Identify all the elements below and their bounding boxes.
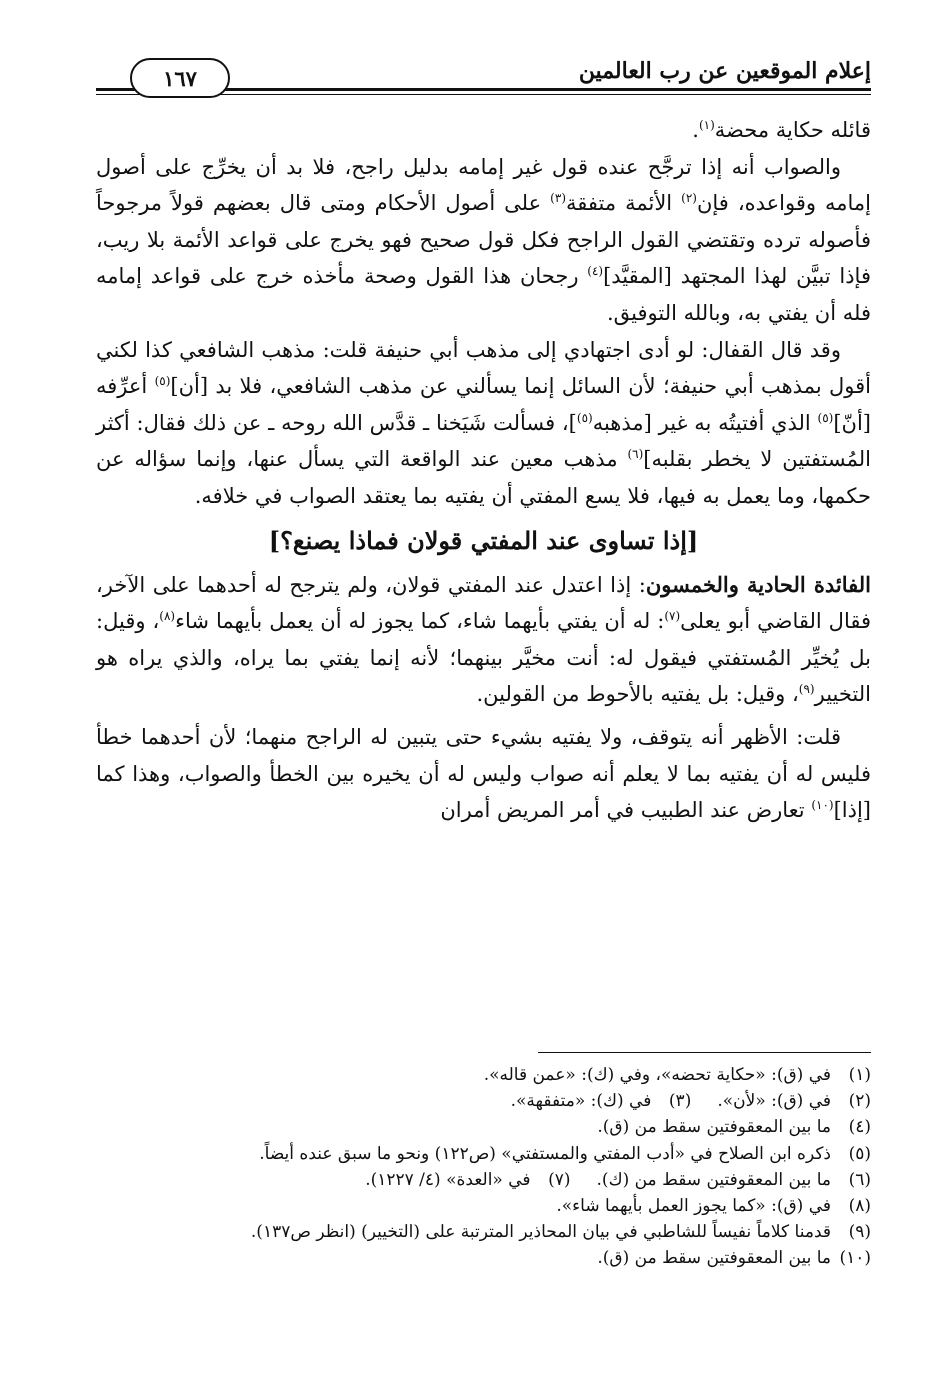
footnote-ref: (٣) (550, 191, 566, 206)
footnote-ref: (٥) (154, 374, 171, 389)
footnote-ref: (٤) (587, 264, 604, 279)
paragraph-1: قائله حكاية محضة$^{(١)}$. (692, 118, 871, 142)
footnote-ref: (٢) (681, 191, 697, 206)
footnote-separator (538, 1052, 871, 1053)
footnote-item: (٤)ما بين المعقوفتين سقط من (ق). (597, 1117, 871, 1138)
footnotes (111, 1062, 871, 1272)
footnote-item: (٥)ذكره ابن الصلاح في «أدب المفتي والمستفتي» (ص١٢٢) ونحو ما سبق عنده أيضاً. (259, 1143, 871, 1164)
footnote-item: (٨)في (ق): «كما يجوز العمل بأيهما شاء». (556, 1196, 871, 1217)
footnote-item: (١٠)ما بين المعقوفتين سقط من (ق). (597, 1248, 871, 1269)
paragraph-lead: الفائدة الحادية والخمسون (645, 571, 871, 597)
section-heading: [إذا تساوى عند المفتي قولان فماذا يصنع؟] (268, 525, 699, 555)
paragraph-5: قلت: الأظهر أنه يتوقف، ولا يفتيه بشيء حتى يتبين له الراجح منهما؛ لأن أحدهما خطأ فليس له أن يفتيه بما لا يعلم أنه صواب وليس له أن يخيره بين الخطأ والصواب، وهذا كما [إذا]$^{(١٠)}$ تعارض عند الطبيب في أمر المريض أمران (96, 724, 871, 823)
footnote-item: (٩)قدمنا كلاماً نفيساً للشاطبي في بيان المحاذير المترتبة على (التخيير) (انظر ص١٣٧). (250, 1222, 871, 1243)
footnote-item: (١)في (ق): «حكاية تحضه»، وفي (ك): «عمن قاله». (483, 1065, 871, 1085)
footnote-item: (٦)ما بين المعقوفتين سقط من (ك).(٧)في «العدة» (٤/ ١٢٢٧). (365, 1169, 871, 1190)
paragraph-2: والصواب أنه إذا ترجَّح عنده قول غير إمامه بدليل راجح، فلا بد أن يخرِّج على أصول إمامه وقواعده، فإن$^{(٢)}$ الأئمة متفقة$^{(٣)}$ على أصول الأحكام ومتى قال بعضهم قولاً مرجوحاً فأصوله ترده وتقتضي القول الراجح فكل قول صحيح فهو يخرج على قواعد الأئمة بلا ريب، فإذا تبيَّن لهذا المجتهد [المقيَّد]$^{(٤)}$ رجحان هذا القول وصحة مأخذه خرج على قواعد إمامه فله أن يفتي به، وبالله التوفيق. (96, 154, 871, 325)
footnote-ref: (٥) (576, 410, 593, 425)
main-text (96, 112, 871, 829)
footnote-ref: (١٠) (811, 798, 834, 813)
paragraph-3: وقد قال القفال: لو أدى اجتهادي إلى مذهب أبي حنيفة قلت: مذهب الشافعي كذا لكني أقول بمذهب أبي حنيفة؛ لأن السائل إنما يسألني عن مذهب الشافعي، فلا بد [أن]$^{(٥)}$ أعرِّفه [أنّ]$^{(٥)}$ الذي أفتيتُه به غير [مذهبه$^{(٥)}$]، فسألت شَيَخنا ـ قدَّس الله روحه ـ عن ذلك فقال: أكثر المُستفتين لا يخطر بقلبه]$^{(٦)}$ مذهب معين عند الواقعة التي يسأل عنها، وإنما سؤاله عن حكمها، وما يعمل به فيها، فلا يسع المفتي أن يفتيه بما يعتقد الصواب في خلافه. (96, 337, 871, 508)
paragraph-4: الفائدة الحادية والخمسون: إذا اعتدل عند المفتي قولان، ولم يترجح له أحدهما على الآخر، فقال القاضي أبو يعلى$^{(٧)}$: له أن يفتي بأيهما شاء، كما يجوز له أن يعمل بأيهما شاء$^{(٨)}$، وقيل: بل يُخيِّر المُستفتي فيقول له: أنت مخيَّر بينهما؛ لأنه إنما يفتي بما يراه، والذي يراه هو التخيير$^{(٩)}$، وقيل: بل يفتيه بالأحوط من القولين. (96, 571, 872, 707)
footnote-ref: (١) (698, 118, 715, 132)
footnote-ref: (٥) (817, 410, 834, 425)
footnote-item: (٢)في (ق): «لأن».(٣)في (ك): «متفقهة». (510, 1091, 871, 1112)
footnote-ref: (٦) (627, 447, 644, 462)
book-title: إعلام الموقعين عن رب العالمين (578, 58, 871, 84)
footnote-ref: (٧) (664, 609, 681, 624)
footnote-ref: (٩) (798, 682, 815, 697)
running-header (96, 58, 871, 98)
footnote-ref: (٨) (159, 609, 176, 624)
page-number: ١٦٧ (130, 58, 230, 98)
